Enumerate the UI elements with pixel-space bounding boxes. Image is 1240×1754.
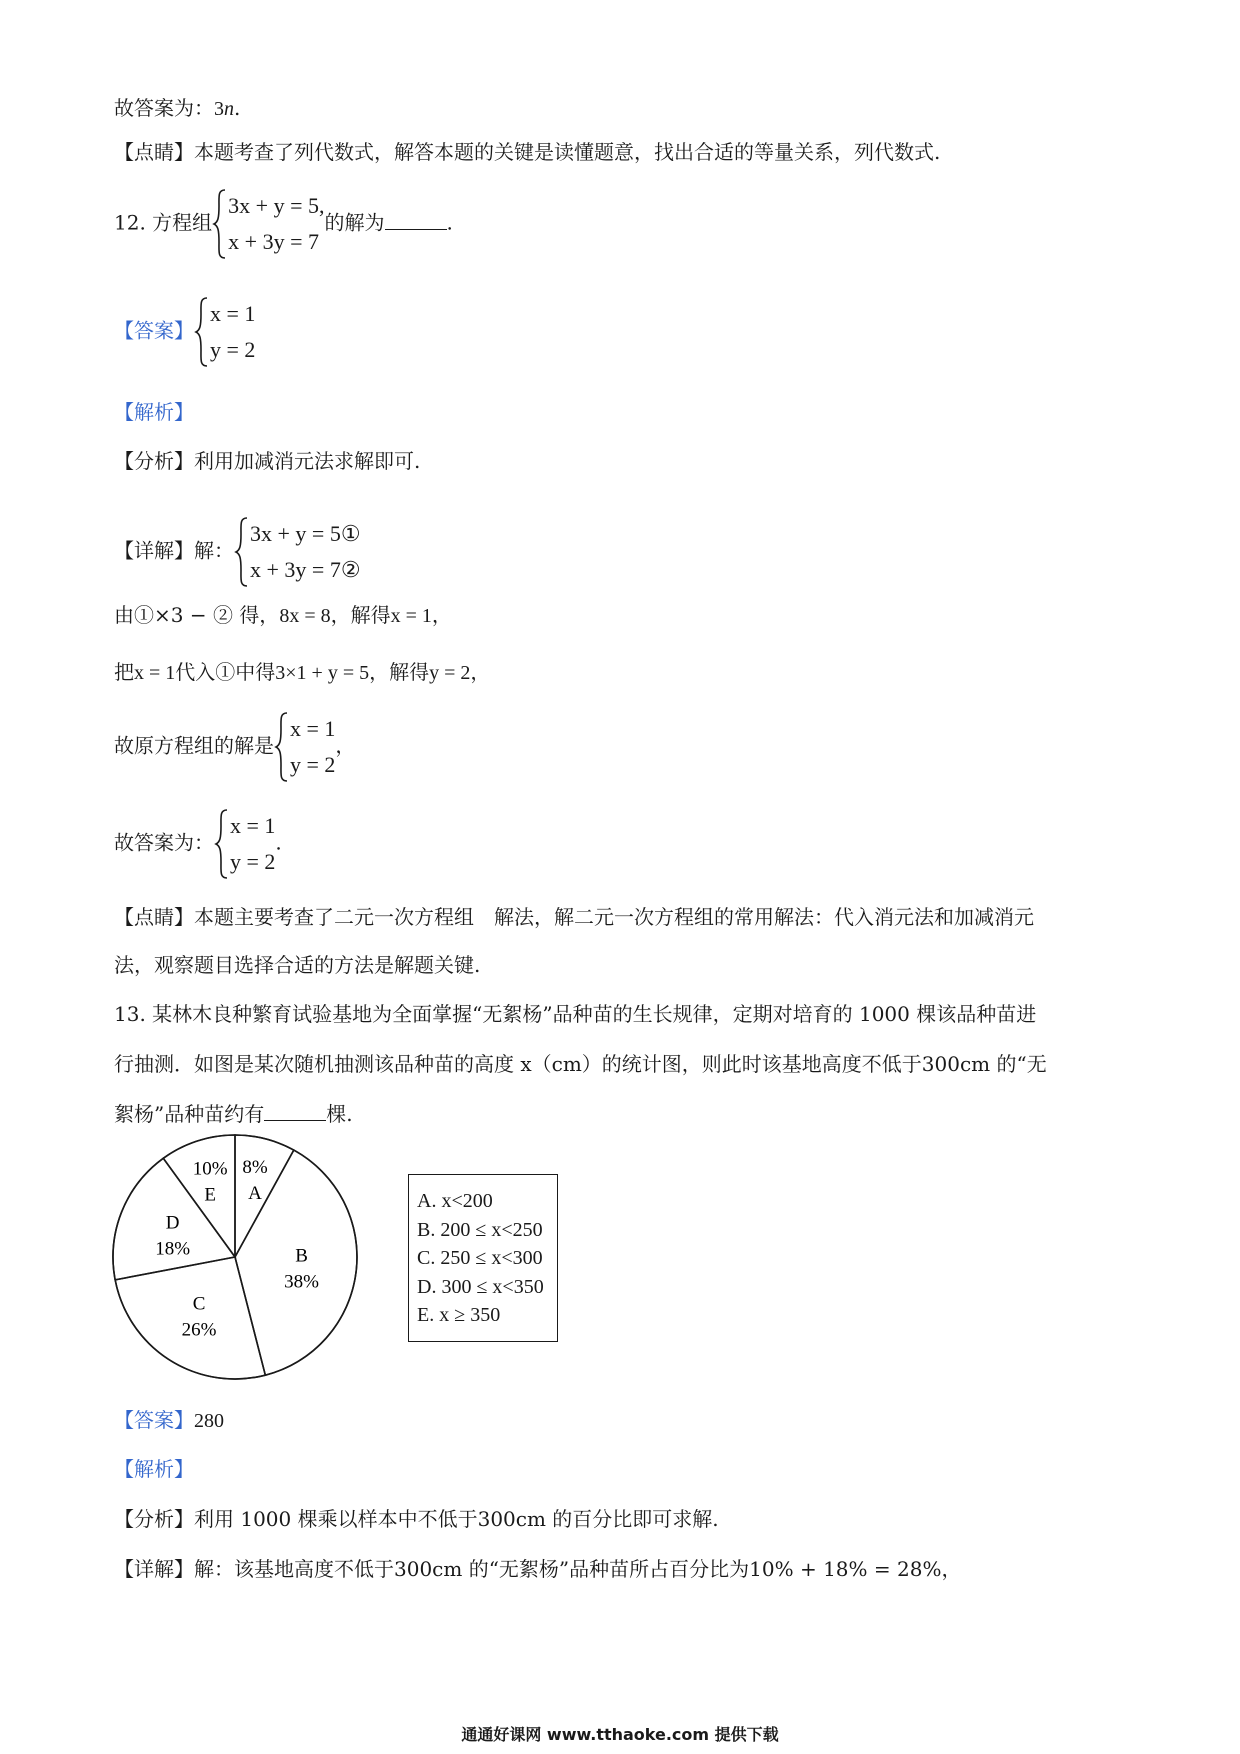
xiangjie-text: 解：该基地高度不低于300cm 的“无絮杨”品种苗所占百分比为10% + 18% = 28%， [194, 1557, 962, 1581]
q12-analysis-tag: 【解析】 [114, 400, 194, 424]
pie-slice-a [235, 1135, 294, 1257]
answer-value: 3 [214, 98, 224, 120]
final-row-y: y = 2 [230, 849, 276, 874]
fenxi-text: 利用 1000 棵乘以样本中不低于300cm 的百分比即可求解. [194, 1507, 719, 1531]
final-row-x: x = 1 [230, 813, 276, 838]
q12-question [114, 188, 453, 260]
q13-fenxi [114, 1505, 719, 1533]
answer-label: 故答案为： [114, 96, 214, 120]
step2-e: ，解得 [369, 660, 430, 684]
xiangjie-tag: 【详解】 [114, 1557, 194, 1581]
q12-fenxi [114, 447, 420, 475]
prev-answer-line [114, 94, 240, 123]
q13-xiangjie [114, 1555, 961, 1583]
q13-line-3a: 絮杨”品种苗约有 [114, 1102, 265, 1126]
chart-legend [408, 1174, 558, 1342]
q12-comment-2: 法，观察题目选择合适的方法是解题关键. [114, 953, 481, 977]
q12-suffix: 的解为 [324, 210, 385, 235]
pie-label-e: E [204, 1184, 216, 1206]
left-brace-icon [212, 188, 228, 260]
orig-row-y: y = 2 [290, 752, 336, 777]
pie-label-d: D [165, 1212, 180, 1234]
orig-system [274, 711, 335, 783]
comment-tag: 【点睛】 [114, 140, 194, 164]
pie-chart [100, 1130, 380, 1400]
orig-row-x: x = 1 [290, 716, 336, 741]
pie-value-c: 26% [181, 1319, 217, 1341]
step2-b: x = 1 [134, 662, 176, 684]
work-eq2: x + 3y = 7② [250, 557, 361, 582]
step2-a: 把 [114, 660, 134, 684]
answer-tag: 【答案】 [114, 1408, 194, 1432]
q12-answer [114, 296, 255, 368]
q12-final-answer [114, 808, 282, 880]
fenxi-text: 利用加减消元法求解即可. [194, 449, 421, 473]
answer-var: n [224, 98, 234, 120]
q12-step2 [114, 658, 490, 687]
pie-label-b: B [295, 1245, 308, 1267]
pie-value-a: 8% [242, 1157, 268, 1179]
step1-d: x = 1 [390, 605, 432, 627]
step1-e: ， [431, 603, 452, 627]
q12-end: . [446, 210, 453, 235]
legend-item-e: E. x ≥ 350 [417, 1304, 501, 1326]
final-system [214, 808, 275, 880]
xiangjie-tag: 【详解】 [114, 538, 194, 563]
step2-g: ， [470, 660, 491, 684]
step1-c: ，解得 [330, 603, 391, 627]
answer-blank [385, 209, 447, 230]
q12-orig-solution [114, 711, 355, 783]
comment-text: 本题考查了列代数式，解答本题的关键是读懂题意，找出合适的等量关系，列代数式. [194, 140, 941, 164]
answer-blank [264, 1100, 326, 1121]
step2-d: 3×1 + y = 5 [275, 662, 370, 684]
page-footer: 通通好课网 www.tthaoke.com 提供下载 [461, 1725, 779, 1744]
q12-work-system [234, 516, 361, 588]
q12-answer-system [194, 296, 255, 368]
pie-label-c: C [192, 1293, 206, 1315]
legend-item-d: D. 300 ≤ x<350 [417, 1275, 544, 1298]
comment-tag: 【点睛】 [114, 905, 194, 929]
final-end: . [275, 830, 282, 855]
legend-item-b: B. 200 ≤ x<250 [417, 1218, 543, 1241]
q13-line-3 [114, 1100, 353, 1128]
legend-item-c: C. 250 ≤ x<300 [417, 1247, 543, 1269]
left-brace-icon [234, 516, 250, 588]
legend-item-a: A. x<200 [417, 1190, 493, 1212]
q13-line-3b: 棵. [326, 1102, 353, 1126]
answer-value: 280 [194, 1410, 224, 1432]
step1-a: 由①×3 − ② 得， [114, 603, 280, 627]
q12-system [212, 188, 324, 260]
q13-analysis-tag: 【解析】 [114, 1457, 194, 1481]
comment-line-1: 本题主要考查了二元一次方程组 解法，解二元一次方程组的常用解法：代入消元法和加减消元 [194, 905, 1034, 929]
q12-prefix: 12. 方程组 [114, 210, 213, 235]
pie-label-a: A [248, 1183, 262, 1205]
final-label: 故答案为： [114, 830, 214, 855]
left-brace-icon [274, 711, 290, 783]
pie-value-b: 38% [284, 1271, 319, 1293]
step2-c: 代入①中得 [175, 660, 276, 684]
answer-end: . [234, 96, 241, 120]
left-brace-icon [194, 296, 210, 368]
answer-row-y: y = 2 [210, 337, 256, 362]
xiangjie-label: 解： [194, 538, 234, 563]
q12-xiangjie [114, 516, 361, 588]
answer-row-x: x = 1 [210, 301, 256, 326]
orig-label: 故原方程组的解是 [114, 733, 274, 758]
q12-step1 [114, 601, 452, 630]
q13-line-2: 行抽测．如图是某次随机抽测该品种苗的高度 x（cm）的统计图，则此时该基地高度不低于300cm 的“无 [114, 1052, 1047, 1076]
answer-tag: 【答案】 [114, 318, 194, 343]
q12-eq1: 3x + y = 5, [228, 193, 325, 218]
q12-comment-1 [114, 903, 1034, 931]
pie-value-d: 18% [155, 1238, 191, 1260]
work-eq1: 3x + y = 5① [250, 521, 361, 546]
q13-answer [114, 1406, 224, 1435]
step2-f: y = 2 [429, 662, 471, 684]
fenxi-tag: 【分析】 [114, 449, 194, 473]
fenxi-tag: 【分析】 [114, 1507, 194, 1531]
left-brace-icon [214, 808, 230, 880]
step1-b: 8x = 8 [279, 605, 331, 627]
pie-value-e: 10% [192, 1158, 228, 1180]
orig-end: ， [335, 733, 356, 758]
q12-eq2: x + 3y = 7 [228, 229, 319, 254]
prev-comment-line [114, 138, 940, 166]
q13-line-1: 13. 某林木良种繁育试验基地为全面掌握“无絮杨”品种苗的生长规律，定期对培育的 1000 棵该品种苗进 [114, 1002, 1037, 1026]
